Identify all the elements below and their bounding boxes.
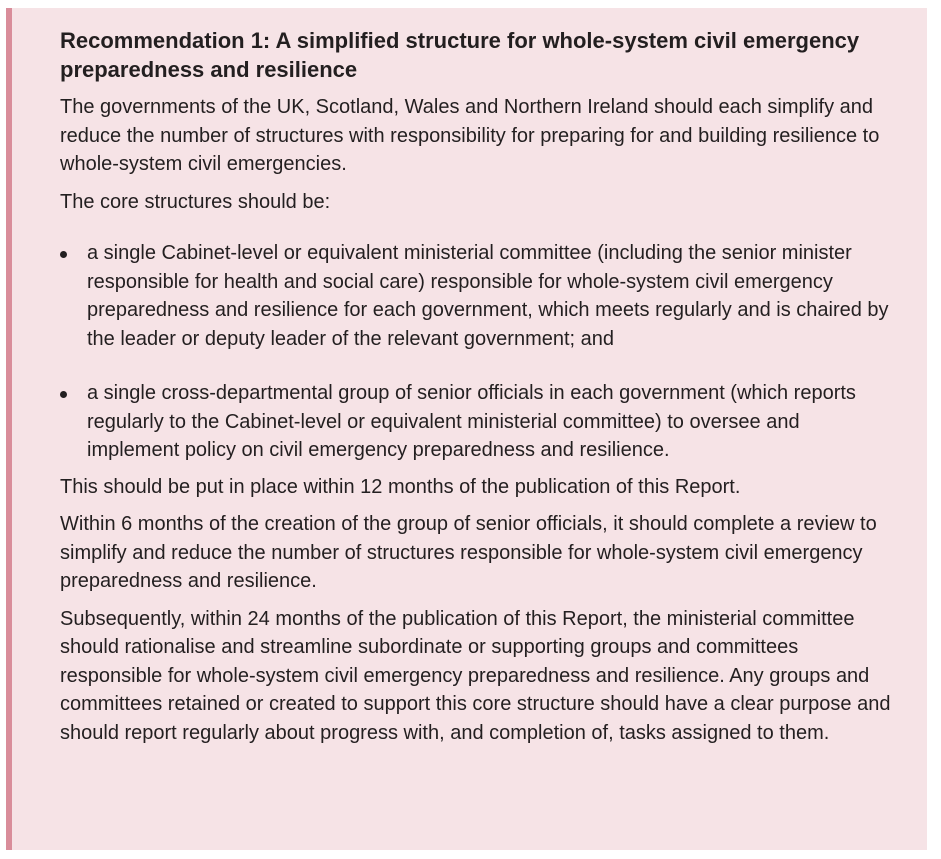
list-item [60,379,897,465]
recommendation-title: Recommendation 1: A simplified structure for whole-system civil emergency preparedness and resilience [60,28,860,82]
list-item [60,239,897,353]
subsequent-paragraph: Subsequently, within 24 months of the publication of this Report, the ministerial committee should rationalise and streamline subordinate or supporting groups and committees responsible for whole-system civil emergency preparedness and resilience. Any groups and committees retained or created to support this core structure should have a clear purpose and should report regularly about progress with, and completion of, tasks assigned to them. [60,607,891,744]
bullet-icon [60,391,67,398]
core-structures-heading: The core structures should be: [60,190,331,213]
review-paragraph: Within 6 months of the creation of the group of senior officials, it should complete a review to simplify and reduce the number of structures responsible for whole-system civil emergency preparedness and resilience. [60,513,877,592]
timeline-paragraph: This should be put in place within 12 months of the publication of this Report. [60,475,741,498]
intro-paragraph: The governments of the UK, Scotland, Wales and Northern Ireland should each simplify and reduce the number of structures with responsibility for preparing for and building resilience to whole-system civil emergencies. [60,96,880,175]
list-item-text: a single cross-departmental group of senior officials in each government (which reports regularly to the Cabinet-level or equivalent ministerial committee) to oversee and implement policy on civil emergency preparedness and resilience. [87,382,856,461]
core-structures-list [60,239,897,465]
list-item-text: a single Cabinet-level or equivalent ministerial committee (including the senior minister responsible for health and social care) responsible for whole-system civil emergency preparedness and resilience for each government, which meets regularly and is chaired by the leader or deputy leader of the relevant government; and [87,242,889,350]
recommendation-box [6,8,927,850]
bullet-icon [60,251,67,258]
